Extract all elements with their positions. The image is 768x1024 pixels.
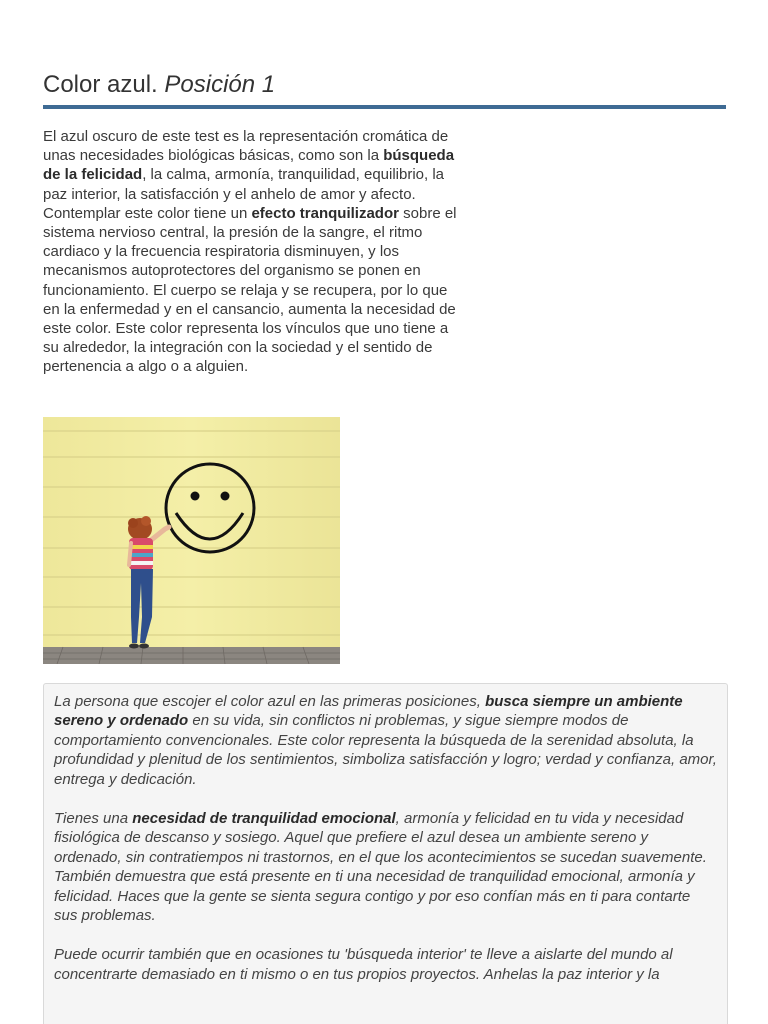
quote-1-text-1: La persona que escojer el color azul en las primeras posiciones, [54, 693, 486, 710]
quote-paragraph-2 [54, 809, 717, 925]
intro-text-1: El azul oscuro de este test es la representación cromática de unas necesidades biológicas básicas, como son la [43, 128, 449, 165]
quote-2-text-2: , armonía y felicidad en tu vida y necesidad fisiológica de descanso y sosiego. Aquel que prefiere el azul desea un ambiente sereno y ordenado, sin contratiempos ni trastornos, en el que los acontecimientos se sucedan suavemente. También demuestra que está presente en ti una necesidad de tranquilidad emocional, armonía y felicidad. Haces que la gente se sienta segura contigo y por eso confían más en ti para contarte sus problemas. [54, 810, 707, 925]
intro-text-3: sobre el sistema nervioso central, la presión de la sangre, el ritmo cardiaco y la frecuencia respiratoria disminuyen, y los mecanismos autoprotectores del organismo se ponen en funcionamiento. El cuerpo se relaja y se recupera, por lo que en la enfermedad y en el cansancio, aumenta la necesidad de este color. Este color representa los vínculos que uno tiene a su alrededor, la integración con la sociedad y el sentido de pertenencia a algo o a alguien. [43, 204, 457, 376]
quote-1-text-2: en su vida, sin conflictos ni problemas, y sigue siempre modos de comportamiento convencionales. Este color representa la búsqueda de la serenidad absoluta, la profundidad y plenitud de los sentimientos, simboliza satisfacción y logro; verdad y confianza, amor, entrega y dedicación. [54, 712, 717, 788]
quote-2-text-1: Tienes una [54, 810, 133, 828]
quote-paragraph-1 [54, 692, 717, 789]
quote-3-text-1: Puede ocurrir también que en ocasiones tu 'búsqueda interior' te lleve a aislarte del mundo al concentrarte demasiado en ti mismo o en tus propios proyectos. Anhelas la paz interior y la [54, 946, 673, 983]
intro-text-2: , la calma, armonía, tranquilidad, equilibrio, la paz interior, la satisfacción y el anhelo de amor y afecto. Contemplar este color tiene un [43, 166, 445, 222]
smiley-wall-photo [43, 417, 340, 664]
page-title [43, 70, 726, 100]
title-plain: Color azul. [43, 71, 165, 98]
quote-paragraph-3 [54, 945, 717, 984]
intro-bold-2: efecto tranquilizador [251, 204, 399, 222]
quote-1-bold: busca siempre un ambiente sereno y ordenado [54, 693, 683, 730]
quote-2-bold: necesidad de tranquilidad emocional [132, 810, 396, 828]
title-position: Posición 1 [164, 71, 276, 98]
title-underline [43, 105, 726, 109]
intro-bold-1: búsqueda de la felicidad [43, 147, 455, 184]
intro-paragraph [43, 127, 463, 377]
quote-box [43, 683, 728, 1024]
